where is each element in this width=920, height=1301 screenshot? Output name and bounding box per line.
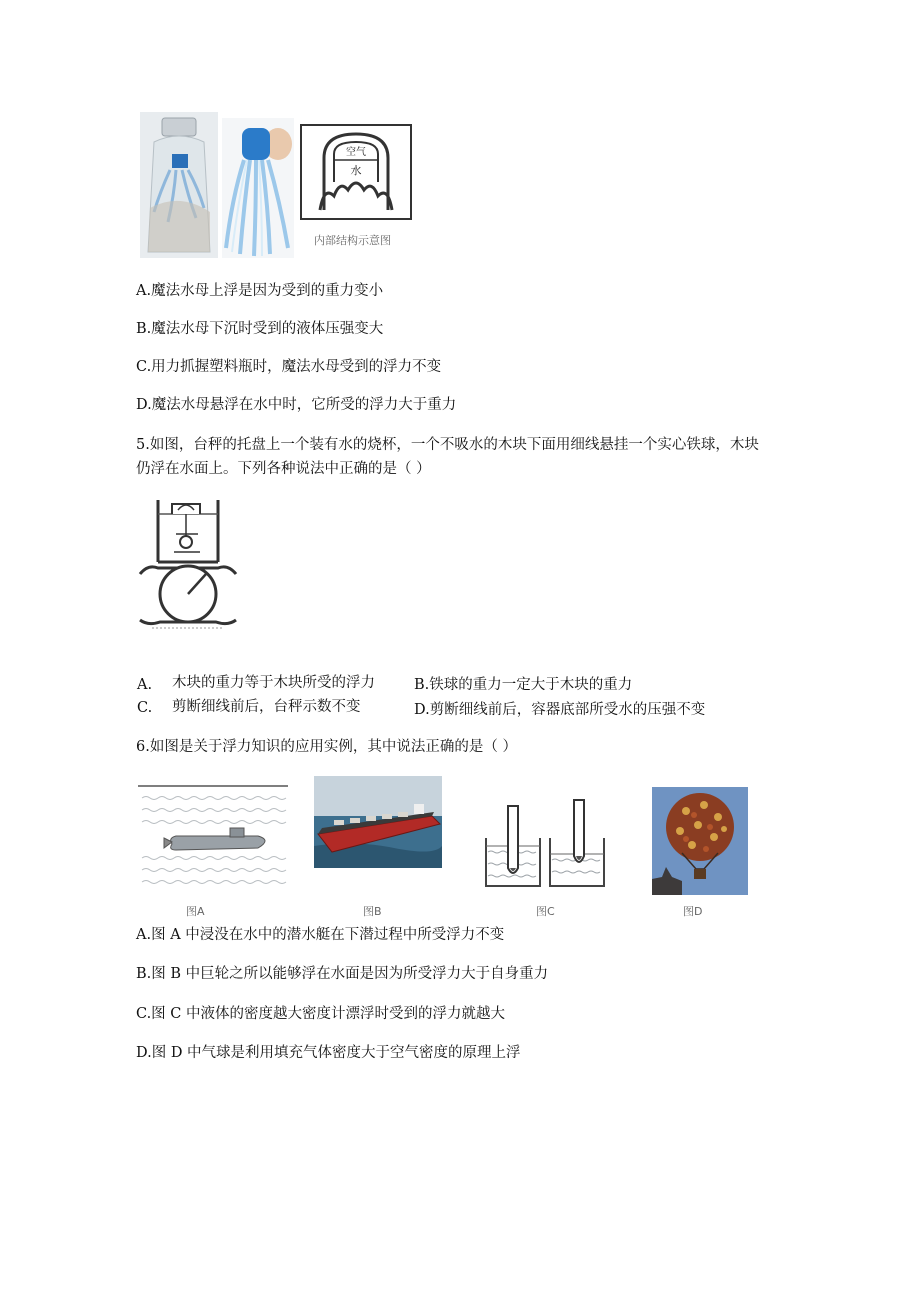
q4-option-c: C.用力抓握塑料瓶时，魔法水母受到的浮力不变	[136, 359, 442, 375]
q5-option-a-letter: A.	[137, 677, 153, 693]
figure-c-hydrometers	[482, 798, 608, 890]
q5-stem-line1: 5.如图，台秤的托盘上一个装有水的烧杯，一个不吸水的木块下面用细线悬挂一个实心铁球，木块	[136, 437, 759, 453]
diagram-air-label: 空气	[346, 147, 366, 158]
q5-option-c-letter: C.	[137, 700, 153, 716]
q6-stem: 6.如图是关于浮力知识的应用实例，其中说法正确的是（ ）	[136, 739, 517, 755]
diagram-water-label: 水	[350, 164, 362, 177]
q6-option-a: A.图 A 中浸没在水中的潜水艇在下潜过程中所受浮力不变	[136, 927, 505, 943]
scale-beaker-diagram	[138, 494, 238, 636]
jellyfish-toy-photo	[222, 118, 294, 258]
q4-option-a: A.魔法水母上浮是因为受到的重力变小	[136, 283, 384, 299]
q5-option-c-text: 剪断细线前后，台秤示数不变	[172, 699, 361, 715]
q5-stem-line2: 仍浮在水面上。下列各种说法中正确的是（ ）	[136, 461, 431, 477]
figure-a-label: 图A	[186, 905, 205, 918]
q4-option-b: B.魔法水母下沉时受到的液体压强变大	[136, 321, 384, 337]
inner-structure-diagram	[300, 124, 412, 220]
q6-option-b: B.图 B 中巨轮之所以能够浮在水面是因为所受浮力大于自身重力	[136, 966, 549, 982]
figure-b-label: 图B	[363, 905, 382, 918]
q4-option-d: D.魔法水母悬浮在水中时，它所受的浮力大于重力	[136, 397, 457, 413]
figure-d-label: 图D	[683, 905, 703, 918]
q6-option-d: D.图 D 中气球是利用填充气体密度大于空气密度的原理上浮	[136, 1045, 521, 1061]
inner-structure-caption: 内部结构示意图	[314, 234, 391, 247]
figure-c-label: 图C	[536, 905, 555, 918]
figure-a-submarine	[138, 780, 288, 892]
figure-d-balloon-photo	[652, 787, 748, 895]
jellyfish-bottle-photo	[140, 112, 218, 258]
figure-b-ship-photo	[314, 776, 442, 868]
q5-option-d: D.剪断细线前后，容器底部所受水的压强不变	[414, 702, 706, 718]
q5-option-a-text: 木块的重力等于木块所受的浮力	[172, 675, 375, 691]
q5-option-b: B.铁球的重力一定大于木块的重力	[414, 677, 633, 693]
q6-option-c: C.图 C 中液体的密度越大密度计漂浮时受到的浮力就越大	[136, 1006, 505, 1022]
